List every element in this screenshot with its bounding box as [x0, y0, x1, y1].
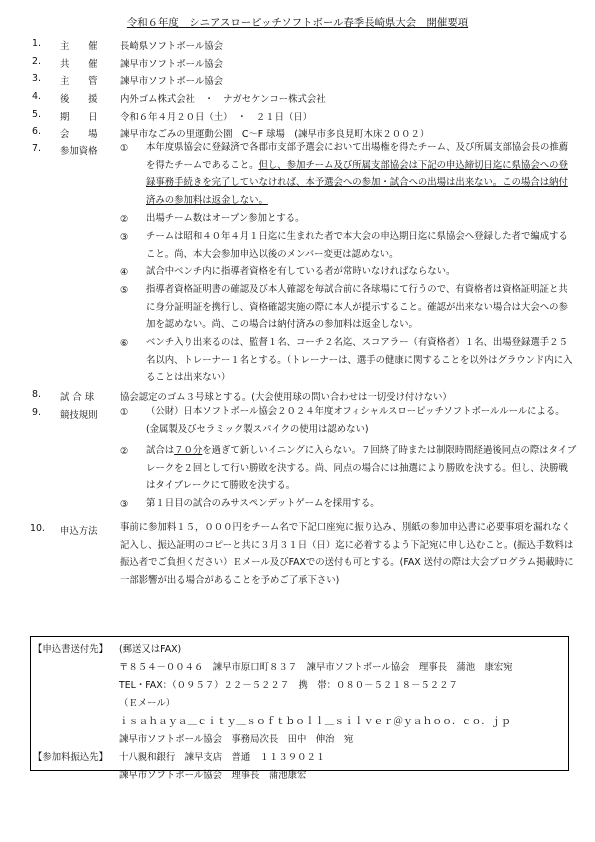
- point-mark: ①: [120, 407, 129, 418]
- item-number: 3.: [32, 73, 41, 84]
- document-title: 令和６年度 シニアスローピッチソフトボール春季長崎県大会 開催要項: [126, 17, 469, 29]
- item-label: 後 援: [60, 94, 98, 105]
- item-label: 主 催: [60, 41, 98, 52]
- eligibility-point: [120, 281, 577, 334]
- item-number: 6.: [32, 126, 41, 137]
- item-label: 会 場: [60, 129, 98, 140]
- item-number: 9.: [32, 407, 41, 418]
- item-label: 期 日: [60, 112, 98, 123]
- point-text: 指導者資格証明書の確認及び本人確認を毎試合前に各球場にて行うので、有資格者は資格証明証と共に身分証明証を携行し、資格確認実施の際に本人が提示すること。確認が出来ない場合は大会への参加を認めない。尚、この場合は納付済みの参加料は返金しない。: [146, 284, 568, 331]
- email-contact: 諫早市ソフトボール協会 事務局次長 田中 伸治 宛: [119, 734, 354, 745]
- item-number: 5.: [32, 109, 41, 120]
- item-value: 諫早市なごみの里運動公園 C～F 球場 (諫早市多良見町木床２００２）: [120, 129, 430, 140]
- item-value: 内外ゴム株式会社 ・ ナガセケンコー株式会社: [120, 94, 326, 105]
- point-text: 第１日目の試合のみサスペンデットゲームを採用する。: [146, 498, 380, 509]
- point-mark: ⑤: [120, 285, 129, 296]
- item-value: 諫早市ソフトボール協会: [120, 76, 223, 87]
- eligibility-point: [120, 263, 577, 281]
- item-number: 4.: [32, 91, 41, 102]
- item-number: 1.: [32, 38, 41, 49]
- point-mark: ③: [120, 499, 129, 510]
- point-text-underlined: ７０分: [174, 445, 203, 456]
- send-method: (郵送又はFAX): [119, 644, 182, 655]
- item-label: 共 催: [60, 59, 98, 70]
- point-mark: ②: [120, 446, 129, 457]
- item-number: 7.: [32, 143, 41, 154]
- item-value: 令和６年４月２０日（土） ・ ２１日（日）: [120, 112, 313, 123]
- point-text: を過ぎて新しいイニングに入らない。７回終了時または制限時間経過後同点の際はタイブレークを２回として行い勝敗を決する。尚、同点の場合には抽選により勝敗を決する。但し、決勝戦はタイブレークにて勝敗を決する。: [146, 445, 577, 492]
- email-label: （Ｅメール）: [119, 698, 176, 709]
- rules-point: [120, 403, 577, 438]
- point-mark: ②: [120, 214, 129, 225]
- address: 〒８５４－００４６ 諫早市原口町８３７ 諫早市ソフトボール協会 理事長 蒲池 康宏宛: [119, 662, 513, 673]
- point-text-underlined: 但し、参加チーム及び所属支部協会は下記の申込締切日迄に県協会への登録事務手続きを完了していなければ、本予選会への参加・試合への出場は出来ない。この場合は納付済みの参加料は返金しない。: [146, 159, 568, 206]
- item-label: 申込方法: [60, 526, 98, 537]
- rules-point: [120, 495, 577, 513]
- item-label: 試 合 球: [60, 392, 95, 403]
- tel-fax: TEL・FAX：（０９５７）２２－５２２７ 携 帯：０８０－５２１８－５２２７: [119, 680, 458, 691]
- eligibility-point: [120, 210, 577, 228]
- item-value: 協会認定のゴム３号球とする。(大会使用球の問い合わせは一切受け付けない）: [120, 392, 452, 403]
- item-number: 10.: [30, 523, 45, 534]
- item-number: 2.: [32, 56, 41, 67]
- point-text: 試合は: [146, 445, 175, 456]
- rules-point: [120, 442, 577, 495]
- item-label: 競技規則: [60, 410, 98, 421]
- point-text: （公財）日本ソフトボール協会２０２４年度オフィシャルスローピッチソフトボールルールによる。(金属製及びセラミック製スパイクの使用は認めない): [146, 406, 565, 435]
- account-name: 諫早市ソフトボール協会 理事長 蒲池康宏: [119, 770, 307, 781]
- item-label: 参加資格: [60, 146, 98, 157]
- point-text: チームは昭和４０年４月１日迄に生まれた者で本大会の申込期日迄に県協会へ登録した者で編成すること。尚、本大会参加申込以後のメンバー変更は認めない。: [146, 231, 568, 260]
- application-text: 事前に参加料１５，０００円をチーム名で下記口座宛に振り込み、別紙の参加申込書に必要事項を漏れなく記入し、振込証明のコピーと共に３月３１日（日）迄に必着するよう下記宛に申し込むこと。(振込手数料は振込者でご負担ください）Ｅメール及びFAXでの送付も可とする。(FAX 送付の際は大会プログラム掲載時に一部影響が出る場合があることを予めご了承下さい): [120, 522, 574, 586]
- email-address: ｉｓａｈａｙａ＿ｃｉｔｙ＿ｓｏｆｔｂｏｌｌ＿ｓｉｌｖｅｒ＠ｙａｈｏｏ．ｃｏ．ｊｐ: [119, 716, 511, 727]
- point-text: 本年度県協会に登録済で各郡市支部予選会において出場権を得たチーム、及び所属支部協会長の推薦を得たチームであること。: [146, 142, 569, 171]
- item-value: 諫早市ソフトボール協会: [120, 59, 223, 70]
- item-label: 主 管: [60, 76, 98, 87]
- payment-label: 【参加料振込先】: [33, 752, 109, 763]
- eligibility-point: [120, 334, 577, 387]
- eligibility-point: [120, 228, 577, 263]
- bank-account: 十八親和銀行 諫早支店 普通 １１３９０２１: [119, 752, 326, 763]
- eligibility-point: [120, 139, 577, 209]
- point-mark: ⑥: [120, 338, 129, 349]
- point-mark: ①: [120, 143, 129, 154]
- point-text: ベンチ入り出来るのは、監督１名、コーチ２名迄、スコアラー（有資格者）１名、出場登録選手２５名以内、トレーナー１名とする。（トレーナーは、選手の健康に関することを以外はグラウンド内に入ることは出来ない）: [146, 337, 573, 384]
- send-to-label: 【申込書送付先】: [33, 644, 109, 655]
- item-value: 長崎県ソフトボール協会: [120, 41, 223, 52]
- item-number: 8.: [32, 389, 41, 400]
- point-mark: ③: [120, 232, 129, 243]
- contact-box: [30, 636, 569, 771]
- point-text: 試合中ベンチ内に指導者資格を有している者が常時いなければならない。: [146, 266, 456, 277]
- point-mark: ④: [120, 267, 129, 278]
- point-text: 出場チーム数はオープン参加とする。: [146, 213, 305, 224]
